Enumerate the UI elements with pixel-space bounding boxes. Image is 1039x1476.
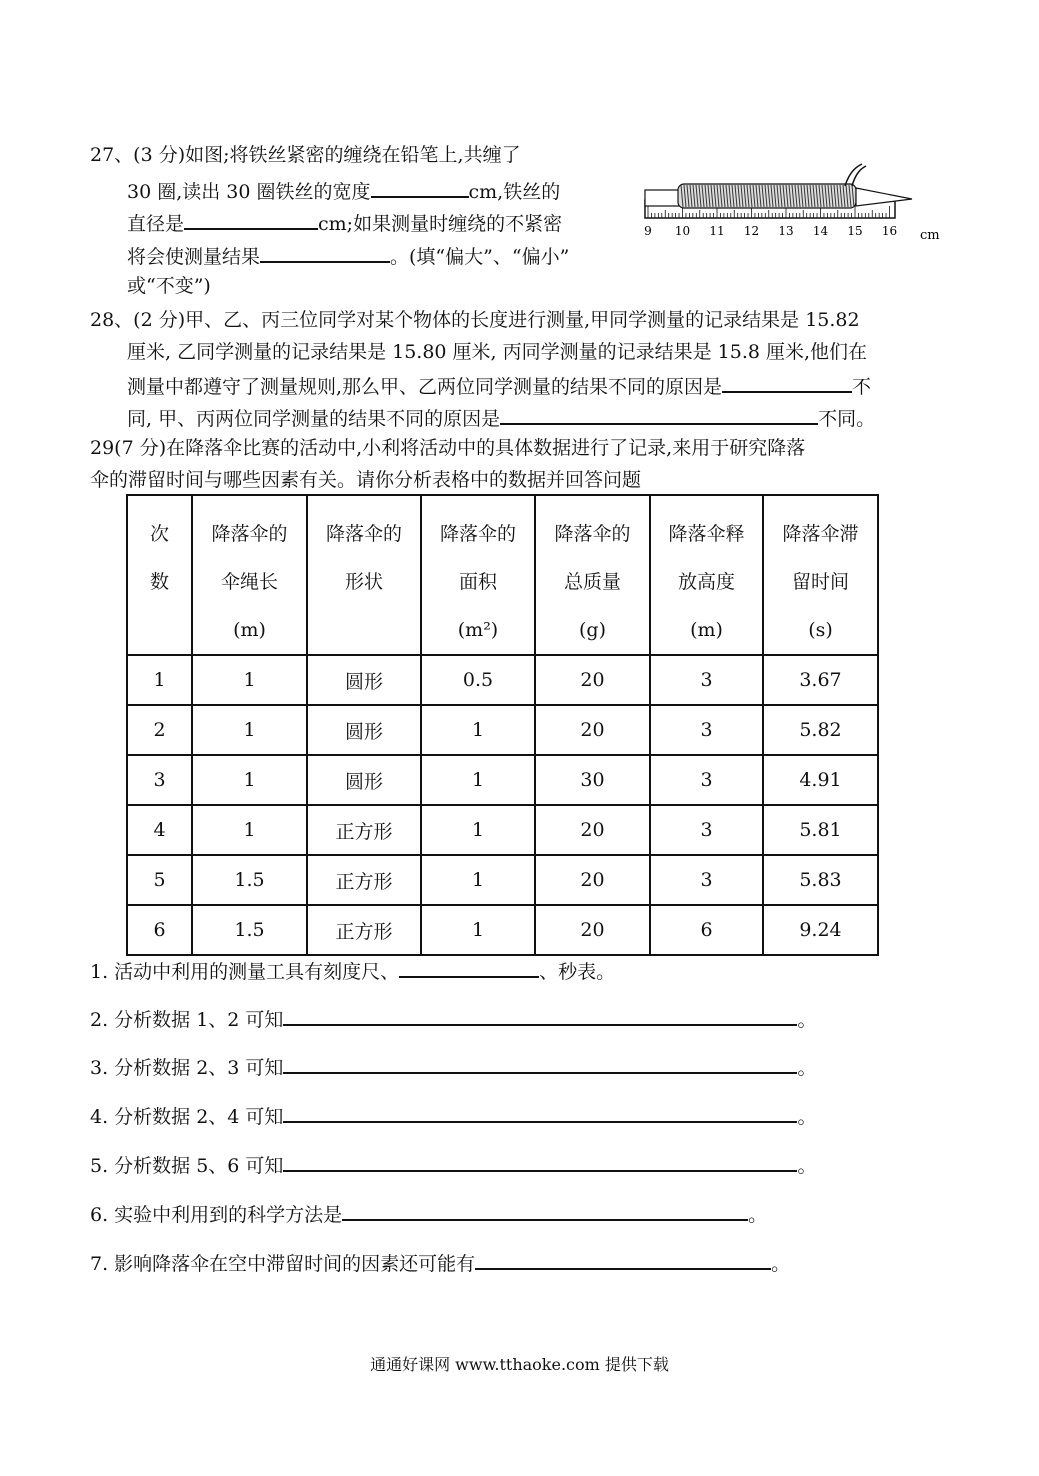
- sub-question-text: 7. 影响降落伞在空中滞留时间的因素还可能有: [90, 1253, 476, 1275]
- q28-line1: 28、(2 分)甲、乙、丙三位同学对某个物体的长度进行测量,甲同学测量的记录结果是 15.82: [90, 309, 860, 331]
- ruler-tick-label: 10: [674, 224, 691, 238]
- table-cell: 1: [192, 755, 307, 805]
- table-cell: 5: [127, 855, 192, 905]
- q28-line3: [127, 373, 871, 398]
- answer-blank[interactable]: [283, 1054, 797, 1074]
- answer-blank[interactable]: [283, 1103, 797, 1123]
- table-cell: 3: [650, 855, 763, 905]
- table-cell: 4: [127, 805, 192, 855]
- table-row: [127, 905, 878, 955]
- q27-line2-text-b: cm,铁丝的: [468, 181, 561, 203]
- table-cell: 1: [192, 805, 307, 855]
- table-cell: 圆形: [307, 655, 421, 705]
- table-cell: 3: [650, 705, 763, 755]
- period: 。: [748, 1204, 768, 1226]
- answer-blank[interactable]: [500, 405, 818, 425]
- header-cell: 降落伞的 总质量 (g): [535, 495, 650, 655]
- q28-line4: [127, 405, 875, 430]
- q28-line4-text-b: 不同。: [818, 408, 876, 430]
- header-cell: 降落伞的 形状: [307, 495, 421, 655]
- q29-sub3: [90, 1054, 816, 1079]
- table-cell: 1: [421, 905, 535, 955]
- q28-line3-text-b: 不: [852, 376, 872, 398]
- table-cell: 3: [127, 755, 192, 805]
- q28-line2: 厘米, 乙同学测量的记录结果是 15.80 厘米, 丙同学测量的记录结果是 15.8 厘米,他们在: [127, 341, 868, 363]
- ruler-tick-label: 9: [644, 224, 652, 238]
- table-cell: 2: [127, 705, 192, 755]
- table-row: [127, 805, 878, 855]
- header-cell: 次 数: [127, 495, 192, 655]
- q28-line4-text: 同, 甲、丙两位同学测量的结果不同的原因是: [127, 408, 501, 430]
- ruler-tick-label: 16: [881, 224, 898, 238]
- ruler-unit: cm: [920, 228, 940, 243]
- period: 。: [797, 1106, 817, 1128]
- q29-line1: 29(7 分)在降落伞比赛的活动中,小利将活动中的具体数据进行了记录,来用于研究降落: [90, 437, 806, 459]
- answer-blank[interactable]: [475, 1250, 771, 1270]
- sub-question-text: 5. 分析数据 5、6 可知: [90, 1155, 284, 1177]
- table-cell: 1: [192, 655, 307, 705]
- q27-line4-text: 将会使测量结果: [127, 246, 261, 268]
- q27-line3: [127, 210, 562, 235]
- header-cell: 降落伞的 面积 (m²): [421, 495, 535, 655]
- table-cell: 5.82: [763, 705, 878, 755]
- table-cell: 正方形: [307, 905, 421, 955]
- q27-line5: 或“不变”): [127, 275, 211, 297]
- table-row: [127, 755, 878, 805]
- ruler-tick-label: 11: [709, 224, 725, 238]
- footer-credit: 通通好课网 www.tthaoke.com 提供下载: [370, 1355, 669, 1374]
- table-cell: 1: [421, 705, 535, 755]
- table-cell: 1: [421, 855, 535, 905]
- table-cell: 3.67: [763, 655, 878, 705]
- table-cell: 1: [421, 805, 535, 855]
- answer-blank[interactable]: [283, 1006, 797, 1026]
- q29-sub7: [90, 1250, 790, 1275]
- table-cell: 正方形: [307, 805, 421, 855]
- q28-line3-text: 测量中都遵守了测量规则,那么甲、乙两位同学测量的结果不同的原因是: [127, 376, 723, 398]
- table-cell: 圆形: [307, 705, 421, 755]
- table-cell: 9.24: [763, 905, 878, 955]
- period: 。: [771, 1253, 791, 1275]
- sub-question-text: 3. 分析数据 2、3 可知: [90, 1057, 284, 1079]
- table-cell: 6: [127, 905, 192, 955]
- q27-line2-text: 30 圈,读出 30 圈铁丝的宽度: [127, 181, 371, 203]
- table-cell: 20: [535, 905, 650, 955]
- sub-question-text: 1. 活动中利用的测量工具有刻度尺、: [90, 961, 400, 983]
- table-cell: 4.91: [763, 755, 878, 805]
- table-cell: 1: [421, 755, 535, 805]
- q29-sub1: [90, 958, 615, 983]
- table-row: [127, 855, 878, 905]
- table-header-row: [127, 495, 878, 655]
- sub-question-text: 4. 分析数据 2、4 可知: [90, 1106, 284, 1128]
- table-cell: 5.81: [763, 805, 878, 855]
- table-cell: 20: [535, 855, 650, 905]
- period: 。: [797, 1057, 817, 1079]
- q27-line4-text-b: 。(填“偏大”、“偏小”: [390, 246, 570, 268]
- ruler-tick-label: 12: [743, 224, 760, 238]
- q29-sub5: [90, 1152, 816, 1177]
- table-cell: 20: [535, 805, 650, 855]
- table-cell: 圆形: [307, 755, 421, 805]
- answer-blank[interactable]: [260, 243, 390, 263]
- table-cell: 6: [650, 905, 763, 955]
- table-row: [127, 705, 878, 755]
- ruler-tick-label: 15: [847, 224, 863, 238]
- q29-sub6: [90, 1201, 767, 1226]
- table-row: [127, 655, 878, 705]
- table-cell: 3: [650, 655, 763, 705]
- table-cell: 1: [127, 655, 192, 705]
- table-cell: 1: [192, 705, 307, 755]
- period: 。: [797, 1155, 817, 1177]
- q27-line4: [127, 243, 569, 268]
- sub-question-text: 2. 分析数据 1、2 可知: [90, 1009, 284, 1031]
- table-cell: 1.5: [192, 905, 307, 955]
- table-cell: 正方形: [307, 855, 421, 905]
- period: 。: [797, 1009, 817, 1031]
- header-cell: 降落伞滞 留时间 (s): [763, 495, 878, 655]
- answer-blank[interactable]: [184, 210, 318, 230]
- q29-sub4: [90, 1103, 816, 1128]
- ruler-labels: [644, 224, 897, 238]
- table-cell: 3: [650, 805, 763, 855]
- sub-question-text-b: 、秒表。: [539, 961, 616, 983]
- table-cell: 30: [535, 755, 650, 805]
- table-cell: 20: [535, 705, 650, 755]
- answer-blank[interactable]: [722, 373, 852, 393]
- answer-blank[interactable]: [399, 958, 539, 978]
- q27-line3-text: 直径是: [127, 213, 185, 235]
- table-cell: 5.83: [763, 855, 878, 905]
- header-cell: 降落伞释 放高度 (m): [650, 495, 763, 655]
- parachute-data-table: [126, 494, 879, 956]
- q29-line2: 伞的滞留时间与哪些因素有关。请你分析表格中的数据并回答问题: [90, 469, 642, 491]
- table-cell: 0.5: [421, 655, 535, 705]
- ruler-tick-label: 13: [778, 224, 794, 238]
- q27-line3-text-b: cm;如果测量时缠绕的不紧密: [318, 213, 563, 235]
- table-cell: 1.5: [192, 855, 307, 905]
- q27-line1: 27、(3 分)如图;将铁丝紧密的缠绕在铅笔上,共缠了: [90, 144, 521, 166]
- wire-coil: [678, 184, 856, 208]
- q27-line2: [127, 178, 560, 203]
- table-cell: 20: [535, 655, 650, 705]
- table-cell: 3: [650, 755, 763, 805]
- ruler-tick-label: 14: [812, 224, 829, 238]
- header-cell: 降落伞的 伞绳长 (m): [192, 495, 307, 655]
- ruler-figure: [640, 160, 945, 248]
- answer-blank[interactable]: [371, 178, 469, 198]
- answer-blank[interactable]: [342, 1201, 748, 1221]
- sub-question-text: 6. 实验中利用到的科学方法是: [90, 1204, 343, 1226]
- q29-sub2: [90, 1006, 816, 1031]
- answer-blank[interactable]: [283, 1152, 797, 1172]
